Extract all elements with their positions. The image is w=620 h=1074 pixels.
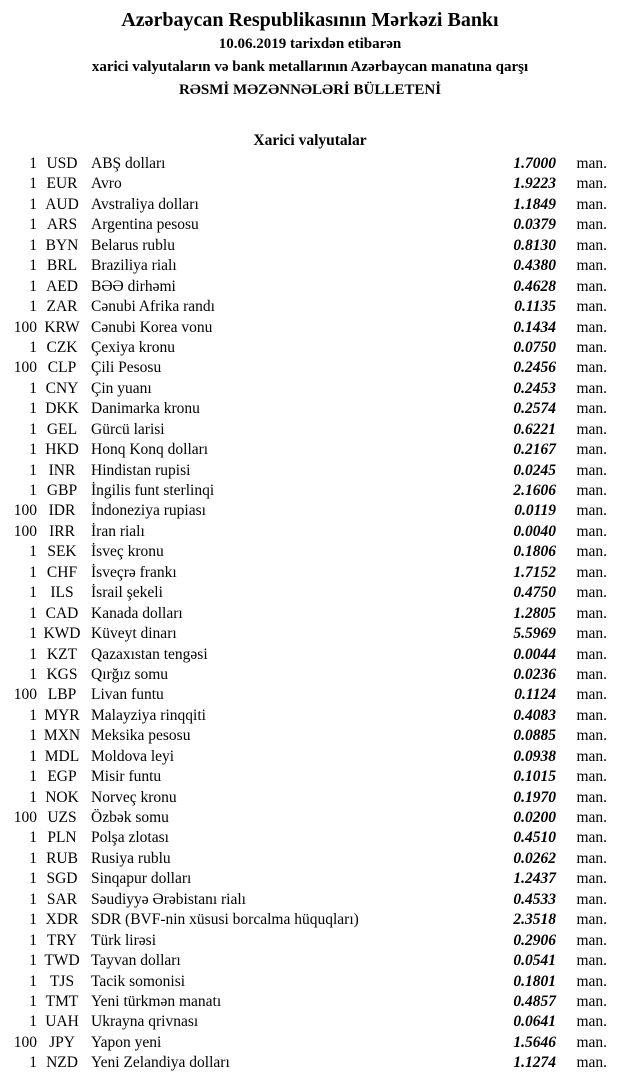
- currency-code: AED: [46, 277, 78, 295]
- currency-name: Tacik somonisi: [91, 972, 186, 990]
- currency-code: TJS: [49, 972, 75, 990]
- currency-quantity: 100: [13, 522, 37, 540]
- currency-name: İsveç kronu: [91, 543, 164, 561]
- currency-name: İndoneziya rupiası: [91, 502, 206, 520]
- rate-row: [0, 583, 620, 603]
- currency-code: AUD: [45, 195, 79, 213]
- currency-quantity: 1: [29, 890, 37, 908]
- currency-name: İran rialı: [91, 522, 145, 540]
- rate-row: [0, 174, 620, 194]
- currency-code: TWD: [44, 952, 80, 970]
- currency-quantity: 100: [13, 502, 37, 520]
- rate-row: [0, 726, 620, 746]
- unit-label: man.: [576, 175, 607, 193]
- currency-code: SAR: [46, 890, 78, 908]
- currency-code: XDR: [45, 911, 79, 929]
- unit-label: man.: [576, 277, 607, 295]
- rate-value: 1.7152: [513, 563, 556, 581]
- rate-row: [0, 685, 620, 705]
- currency-quantity: 100: [13, 686, 37, 704]
- rate-row: [0, 849, 620, 869]
- unit-label: man.: [576, 665, 607, 683]
- unit-label: man.: [576, 584, 607, 602]
- unit-label: man.: [576, 379, 607, 397]
- bank-title: Azərbaycan Respublikasının Mərkəzi Bankı: [121, 9, 499, 31]
- currency-code: BYN: [45, 236, 79, 254]
- rate-row: [0, 318, 620, 338]
- rate-row: [0, 154, 620, 174]
- unit-label: man.: [576, 482, 607, 499]
- rate-row: [0, 931, 620, 951]
- unit-label: man.: [576, 625, 607, 643]
- currency-name: Danimarka kronu: [91, 400, 200, 418]
- currency-name: Meksika pesosu: [91, 727, 191, 745]
- currency-code: EGP: [47, 768, 77, 786]
- unit-label: man.: [576, 543, 607, 561]
- currency-quantity: 1: [29, 849, 37, 867]
- currency-quantity: 1: [29, 482, 37, 499]
- rate-row: [0, 236, 620, 256]
- currency-name: Özbək somu: [91, 809, 169, 826]
- rate-value: 0.4857: [513, 992, 556, 1010]
- currency-quantity: 1: [29, 338, 37, 356]
- rate-row: [0, 788, 620, 808]
- currency-quantity: 1: [29, 379, 37, 397]
- rate-value: 0.0200: [513, 809, 556, 826]
- currency-code: GBP: [46, 482, 78, 499]
- currency-code: MXN: [43, 727, 81, 745]
- unit-label: man.: [576, 890, 607, 908]
- unit-label: man.: [576, 809, 607, 826]
- currency-name: Türk lirəsi: [91, 931, 156, 949]
- unit-label: man.: [576, 359, 607, 377]
- currency-quantity: 1: [29, 543, 37, 561]
- unit-label: man.: [576, 931, 607, 949]
- currency-quantity: 100: [13, 359, 37, 377]
- rate-value: 0.6221: [513, 420, 556, 438]
- rate-row: [0, 604, 620, 624]
- rate-row: [0, 1012, 620, 1032]
- currency-name: Braziliya rialı: [91, 257, 177, 275]
- currency-code: MDL: [44, 747, 80, 765]
- unit-label: man.: [576, 1033, 607, 1051]
- unit-label: man.: [576, 461, 607, 479]
- bulletin-header: [0, 0, 620, 102]
- currency-name: Sinqapur dolları: [91, 870, 192, 888]
- unit-label: man.: [576, 420, 607, 438]
- currency-quantity: 1: [29, 236, 37, 254]
- subject-line: xarici valyutaların və bank metallarının Azərbaycan manatına qarşı: [91, 59, 529, 75]
- unit-label: man.: [576, 870, 607, 888]
- currency-name: Tayvan dolları: [91, 952, 181, 970]
- currency-code: CLP: [47, 359, 77, 377]
- rate-row: [0, 542, 620, 562]
- currency-code: ZAR: [46, 298, 78, 316]
- currency-quantity: 1: [29, 277, 37, 295]
- rate-row: [0, 501, 620, 521]
- rate-value: 0.2167: [513, 441, 556, 459]
- currency-code: CZK: [46, 338, 78, 356]
- rate-row: [0, 624, 620, 644]
- currency-name: Argentina pesosu: [91, 216, 199, 234]
- currency-quantity: 1: [29, 952, 37, 970]
- currency-quantity: 1: [29, 665, 37, 683]
- currency-name: Gürcü larisi: [91, 420, 165, 438]
- currency-name: Çin yuanı: [91, 379, 152, 397]
- rate-value: 0.4533: [513, 890, 556, 908]
- unit-label: man.: [576, 992, 607, 1010]
- rate-value: 0.0236: [513, 665, 556, 683]
- rate-row: [0, 338, 620, 358]
- currency-quantity: 1: [29, 195, 37, 213]
- currency-code: KWD: [43, 625, 81, 643]
- currency-code: ILS: [50, 584, 74, 602]
- currency-code: NZD: [46, 1054, 78, 1072]
- rate-value: 0.0040: [513, 522, 556, 540]
- currency-quantity: 1: [29, 461, 37, 479]
- rate-row: [0, 297, 620, 317]
- unit-label: man.: [576, 563, 607, 581]
- currency-name: Cənubi Afrika randı: [91, 298, 215, 316]
- rate-row: [0, 890, 620, 910]
- rate-value: 0.4628: [513, 277, 556, 295]
- currency-code: UAH: [45, 1013, 79, 1031]
- currency-quantity: 1: [29, 563, 37, 581]
- rate-value: 0.1970: [513, 788, 556, 806]
- rate-value: 0.0379: [513, 216, 556, 234]
- rate-value: 0.2574: [513, 400, 556, 418]
- rate-value: 2.1606: [513, 482, 556, 499]
- unit-label: man.: [576, 441, 607, 459]
- currency-code: GEL: [46, 420, 78, 438]
- rate-row: [0, 440, 620, 460]
- currency-name: Çexiya kronu: [91, 338, 175, 356]
- currency-quantity: 1: [29, 911, 37, 929]
- currency-code: CHF: [46, 563, 78, 581]
- rate-row: [0, 277, 620, 297]
- unit-label: man.: [576, 502, 607, 520]
- currency-quantity: 1: [29, 625, 37, 643]
- currency-name: Yeni Zelandiya dolları: [91, 1054, 230, 1072]
- currency-code: KRW: [44, 318, 80, 336]
- rate-value: 0.1135: [514, 298, 556, 316]
- unit-label: man.: [576, 195, 607, 213]
- rate-value: 0.0245: [513, 461, 556, 479]
- currency-code: KGS: [46, 665, 78, 683]
- currency-name: Səudiyyə Ərəbistanı rialı: [91, 890, 246, 908]
- rate-row: [0, 399, 620, 419]
- currency-quantity: 1: [29, 829, 37, 847]
- currency-code: ARS: [46, 216, 78, 234]
- unit-label: man.: [576, 829, 607, 847]
- currency-name: İsveçrə frankı: [91, 563, 177, 581]
- currency-quantity: 1: [29, 992, 37, 1010]
- rate-row: [0, 747, 620, 767]
- rate-value: 0.1434: [513, 318, 556, 336]
- rate-value: 0.1124: [514, 686, 556, 704]
- unit-label: man.: [576, 1054, 607, 1072]
- currency-quantity: 100: [13, 809, 37, 826]
- rate-value: 0.4750: [513, 584, 556, 602]
- currency-code: CAD: [45, 604, 79, 622]
- currency-name: İngilis funt sterlinqi: [91, 482, 215, 499]
- currency-code: TRY: [46, 931, 78, 949]
- rate-value: 1.2437: [513, 870, 556, 888]
- currency-name: SDR (BVF-nin xüsusi borcalma hüquqları): [91, 911, 359, 929]
- currency-name: Hindistan rupisi: [91, 461, 191, 479]
- rate-row: [0, 645, 620, 665]
- currency-quantity: 1: [29, 216, 37, 234]
- currency-quantity: 1: [29, 175, 37, 193]
- currency-name: Küveyt dinarı: [91, 625, 177, 643]
- unit-label: man.: [576, 747, 607, 765]
- currency-code: IDR: [48, 502, 76, 520]
- unit-label: man.: [576, 952, 607, 970]
- rate-value: 0.2906: [513, 931, 556, 949]
- rate-value: 1.7000: [513, 155, 556, 172]
- rate-row: [0, 1053, 620, 1073]
- currency-name: Norveç kronu: [91, 788, 177, 806]
- currency-name: Moldova leyi: [91, 747, 175, 765]
- unit-label: man.: [576, 522, 607, 540]
- currency-code: KZT: [46, 645, 78, 663]
- unit-label: man.: [576, 645, 607, 663]
- currency-code: PLN: [47, 829, 77, 847]
- rate-row: [0, 665, 620, 685]
- rate-value: 0.2456: [513, 359, 556, 377]
- currency-code: SGD: [46, 870, 78, 888]
- rate-value: 0.0641: [513, 1013, 556, 1031]
- currency-name: Honq Konq dolları: [91, 441, 209, 459]
- rate-value: 0.0044: [513, 645, 556, 663]
- unit-label: man.: [576, 338, 607, 356]
- currency-code: CNY: [45, 379, 79, 397]
- rate-value: 0.0541: [513, 952, 556, 970]
- unit-label: man.: [576, 400, 607, 418]
- currency-quantity: 1: [29, 400, 37, 418]
- currency-quantity: 1: [29, 870, 37, 888]
- rate-row: [0, 808, 620, 828]
- currency-name: BƏƏ dirhəmi: [91, 277, 176, 295]
- currency-code: NOK: [45, 788, 79, 806]
- currency-name: Kanada dolları: [91, 604, 183, 622]
- currency-code: RUB: [46, 849, 78, 867]
- unit-label: man.: [576, 706, 607, 724]
- unit-label: man.: [576, 216, 607, 234]
- rate-row: [0, 563, 620, 583]
- currency-quantity: 1: [29, 1013, 37, 1031]
- currency-quantity: 1: [29, 420, 37, 438]
- section-title-foreign-currencies: Xarici valyutalar: [253, 132, 367, 149]
- rate-value: 1.1849: [513, 195, 556, 213]
- currency-name: Rusiya rublu: [91, 849, 171, 867]
- effective-date-line: 10.06.2019 tarixdən etibarən: [218, 36, 402, 52]
- rates-table: [0, 154, 620, 1074]
- rate-row: [0, 215, 620, 235]
- rate-value: 0.1806: [513, 543, 556, 561]
- unit-label: man.: [576, 236, 607, 254]
- currency-name: Yapon yeni: [91, 1033, 162, 1051]
- currency-name: Belarus rublu: [91, 236, 175, 254]
- rate-value: 0.1015: [513, 768, 556, 786]
- currency-code: INR: [48, 461, 76, 479]
- currency-quantity: 1: [29, 604, 37, 622]
- currency-code: EUR: [46, 175, 78, 193]
- rate-value: 1.2805: [513, 604, 556, 622]
- rate-row: [0, 706, 620, 726]
- rate-value: 1.5646: [513, 1033, 556, 1051]
- currency-quantity: 1: [29, 298, 37, 316]
- rate-value: 5.5969: [513, 625, 556, 643]
- currency-code: SEK: [47, 543, 77, 561]
- unit-label: man.: [576, 727, 607, 745]
- currency-code: LBP: [47, 686, 77, 704]
- rate-row: [0, 461, 620, 481]
- currency-name: Livan funtu: [91, 686, 164, 704]
- currency-code: UZS: [47, 809, 77, 826]
- rate-value: 2.3518: [513, 911, 556, 929]
- currency-code: USD: [46, 155, 78, 172]
- unit-label: man.: [576, 972, 607, 990]
- rate-row: [0, 972, 620, 992]
- currency-code: MYR: [44, 706, 80, 724]
- rate-row: [0, 910, 620, 930]
- rate-row: [0, 951, 620, 971]
- currency-name: Cənubi Korea vonu: [91, 318, 213, 336]
- rate-value: 0.8130: [513, 236, 556, 254]
- rate-row: [0, 992, 620, 1012]
- currency-name: İsrail şekeli: [91, 584, 163, 602]
- rate-row: [0, 195, 620, 215]
- rate-value: 0.4380: [513, 257, 556, 275]
- rate-row: [0, 256, 620, 276]
- rate-row: [0, 358, 620, 378]
- rate-value: 0.2453: [513, 379, 556, 397]
- rate-value: 0.4510: [513, 829, 556, 847]
- currency-quantity: 1: [29, 768, 37, 786]
- rate-value: 0.0885: [513, 727, 556, 745]
- unit-label: man.: [576, 155, 607, 172]
- currency-name: ABŞ dolları: [91, 155, 166, 172]
- rate-value: 1.1274: [513, 1054, 556, 1072]
- currency-quantity: 1: [29, 972, 37, 990]
- currency-code: JPY: [49, 1033, 75, 1051]
- currency-name: Qırğız somu: [91, 665, 169, 683]
- currency-quantity: 100: [13, 1033, 37, 1051]
- currency-quantity: 100: [13, 318, 37, 336]
- unit-label: man.: [576, 911, 607, 929]
- currency-quantity: 1: [29, 931, 37, 949]
- currency-name: Malayziya rinqqiti: [91, 706, 206, 724]
- currency-name: Avro: [91, 175, 122, 193]
- currency-quantity: 1: [29, 1054, 37, 1072]
- rate-row: [0, 767, 620, 787]
- currency-quantity: 1: [29, 441, 37, 459]
- unit-label: man.: [576, 257, 607, 275]
- currency-code: DKK: [45, 400, 79, 418]
- unit-label: man.: [576, 298, 607, 316]
- currency-quantity: 1: [29, 584, 37, 602]
- rate-value: 1.9223: [513, 175, 556, 193]
- rate-value: 0.1801: [513, 972, 556, 990]
- rate-row: [0, 1033, 620, 1053]
- currency-name: Yeni türkmən manatı: [91, 992, 222, 1010]
- currency-quantity: 1: [29, 727, 37, 745]
- rate-value: 0.0119: [514, 502, 556, 520]
- rate-row: [0, 481, 620, 501]
- rate-row: [0, 522, 620, 542]
- currency-name: Avstraliya dolları: [91, 195, 199, 213]
- rate-row: [0, 420, 620, 440]
- unit-label: man.: [576, 788, 607, 806]
- rate-row: [0, 379, 620, 399]
- currency-name: Çili Pesosu: [91, 359, 162, 377]
- currency-quantity: 1: [29, 645, 37, 663]
- currency-name: Qazaxıstan tengəsi: [91, 645, 208, 663]
- currency-quantity: 1: [29, 706, 37, 724]
- unit-label: man.: [576, 318, 607, 336]
- unit-label: man.: [576, 768, 607, 786]
- unit-label: man.: [576, 686, 607, 704]
- currency-quantity: 1: [29, 788, 37, 806]
- rate-value: 0.0750: [513, 338, 556, 356]
- rate-row: [0, 828, 620, 848]
- currency-quantity: 1: [29, 747, 37, 765]
- rate-value: 0.0938: [513, 747, 556, 765]
- currency-code: IRR: [49, 522, 75, 540]
- currency-name: Ukrayna qrivnası: [91, 1013, 199, 1031]
- unit-label: man.: [576, 604, 607, 622]
- rate-value: 0.4083: [513, 706, 556, 724]
- currency-quantity: 1: [29, 257, 37, 275]
- unit-label: man.: [576, 849, 607, 867]
- bulletin-title-line: RƏSMİ MƏZƏNNƏLƏRİ BÜLLETENİ: [178, 82, 442, 98]
- currency-name: Polşa zlotası: [91, 829, 169, 847]
- currency-code: HKD: [45, 441, 79, 459]
- currency-quantity: 1: [29, 155, 37, 172]
- rate-row: [0, 869, 620, 889]
- currency-code: TMT: [45, 992, 79, 1010]
- unit-label: man.: [576, 1013, 607, 1031]
- rate-value: 0.0262: [513, 849, 556, 867]
- currency-name: Misir funtu: [91, 768, 162, 786]
- currency-code: BRL: [46, 257, 78, 275]
